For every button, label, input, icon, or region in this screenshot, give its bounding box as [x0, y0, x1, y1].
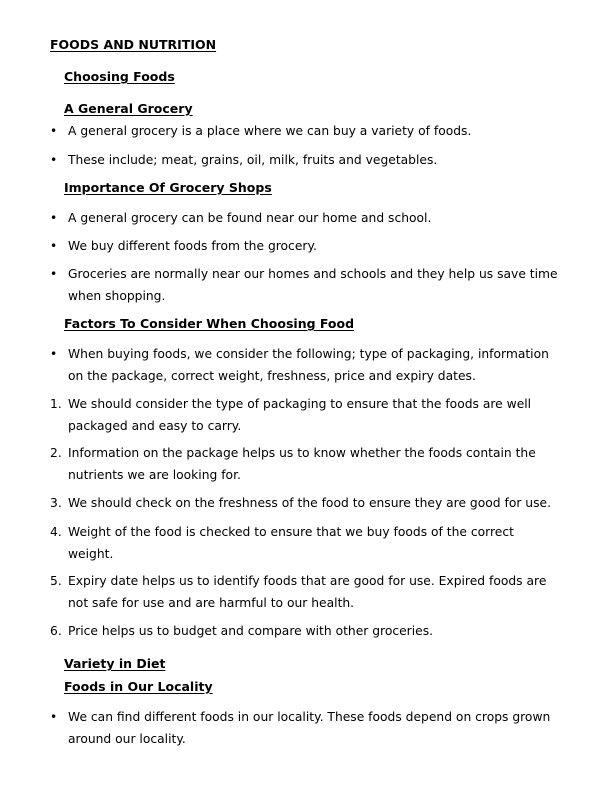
list-item — [50, 263, 558, 307]
number-marker: 2. — [50, 446, 62, 460]
list-item-text: Price helps us to budget and compare with other groceries. — [68, 624, 434, 638]
number-marker: 6. — [50, 624, 62, 638]
bullet-marker: • — [50, 347, 58, 361]
list-item — [50, 521, 558, 565]
list-item — [50, 120, 558, 142]
bullet-marker: • — [50, 710, 58, 724]
list-item-text: Information on the package helps us to know whether the foods contain the nutrients we are looking for. — [68, 446, 536, 482]
bullet-marker: • — [50, 239, 58, 253]
list-item-text: We should consider the type of packaging to ensure that the foods are well packaged and easy to carry. — [68, 397, 532, 433]
section-heading-general-grocery: A General Grocery — [64, 101, 193, 116]
list-item-text: A general grocery can be found near our home and school. — [68, 211, 432, 225]
number-marker: 3. — [50, 496, 62, 510]
section-heading-grocery-shops: Importance Of Grocery Shops — [64, 180, 272, 195]
list-item — [50, 570, 558, 614]
list-item-text: A general grocery is a place where we can buy a variety of foods. — [68, 124, 472, 138]
number-marker: 4. — [50, 525, 62, 539]
list-item — [50, 492, 558, 514]
list-item — [50, 442, 558, 486]
bullet-marker: • — [50, 211, 58, 225]
list-item-text: Groceries are normally near our homes and schools and they help us save time when shopping. — [68, 267, 558, 303]
section-heading-choosing-foods: Choosing Foods — [64, 69, 175, 84]
list-item-text: Expiry date helps us to identify foods that are good for use. Expired foods are not safe for use and are harmful to our health. — [68, 574, 547, 610]
bullet-marker: • — [50, 153, 58, 167]
list-item — [50, 393, 558, 437]
number-marker: 1. — [50, 397, 62, 411]
list-item — [50, 207, 558, 229]
number-marker: 5. — [50, 574, 62, 588]
list-item-text: We can find different foods in our locality. These foods depend on crops grown around our locality. — [68, 710, 551, 746]
list-item-text: We buy different foods from the grocery. — [68, 239, 317, 253]
list-item-text: Weight of the food is checked to ensure that we buy foods of the correct weight. — [68, 525, 514, 561]
bullet-marker: • — [50, 267, 58, 281]
list-item-text: We should check on the freshness of the food to ensure they are good for use. — [68, 496, 551, 510]
list-item — [50, 235, 558, 257]
list-item — [50, 343, 558, 387]
document-title: FOODS AND NUTRITION — [50, 37, 217, 52]
list-item — [50, 149, 558, 171]
list-item — [50, 706, 558, 750]
list-item — [50, 620, 558, 642]
section-heading-foods-in-locality: Foods in Our Locality — [64, 679, 213, 694]
list-item-text: When buying foods, we consider the following; type of packaging, information on the package, correct weight, freshness, price and expiry dates. — [68, 347, 549, 383]
list-item-text: These include; meat, grains, oil, milk, fruits and vegetables. — [68, 153, 438, 167]
section-heading-variety-in-diet: Variety in Diet — [64, 656, 166, 671]
section-heading-factors: Factors To Consider When Choosing Food — [64, 316, 355, 331]
bullet-marker: • — [50, 124, 58, 138]
